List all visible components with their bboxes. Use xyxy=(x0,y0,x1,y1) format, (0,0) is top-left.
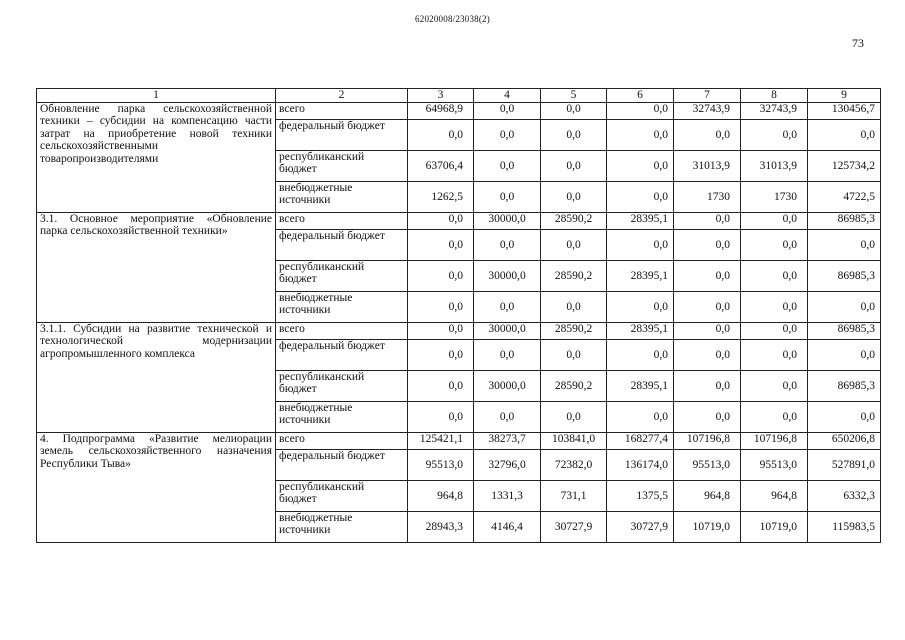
value-cell: 0,0 xyxy=(541,182,607,213)
value-cell: 0,0 xyxy=(607,182,674,213)
value-cell: 6332,3 xyxy=(808,481,881,512)
value-cell: 0,0 xyxy=(607,340,674,371)
value-cell: 0,0 xyxy=(408,371,474,402)
value-cell: 130456,7 xyxy=(808,103,881,120)
value-cell: 0,0 xyxy=(741,371,808,402)
value-cell: 30727,9 xyxy=(541,512,607,543)
column-number-header: 8 xyxy=(741,89,808,103)
funding-source-cell: всего xyxy=(276,103,408,120)
document-id: 62020008/23038(2) xyxy=(415,14,490,24)
value-cell: 0,0 xyxy=(474,230,541,261)
value-cell: 0,0 xyxy=(674,402,741,433)
value-cell: 0,0 xyxy=(674,323,741,340)
value-cell: 30000,0 xyxy=(474,371,541,402)
value-cell: 0,0 xyxy=(741,402,808,433)
value-cell: 86985,3 xyxy=(808,213,881,230)
value-cell: 4146,4 xyxy=(474,512,541,543)
value-cell: 731,1 xyxy=(541,481,607,512)
value-cell: 0,0 xyxy=(607,120,674,151)
value-cell: 0,0 xyxy=(741,230,808,261)
value-cell: 0,0 xyxy=(741,340,808,371)
funding-source-cell: всего xyxy=(276,323,408,340)
value-cell: 0,0 xyxy=(408,323,474,340)
value-cell: 1730 xyxy=(674,182,741,213)
value-cell: 0,0 xyxy=(674,120,741,151)
budget-table xyxy=(36,88,881,543)
value-cell: 30000,0 xyxy=(474,261,541,292)
value-cell: 0,0 xyxy=(474,292,541,323)
column-number-header: 3 xyxy=(408,89,474,103)
value-cell: 95513,0 xyxy=(674,450,741,481)
value-cell: 32796,0 xyxy=(474,450,541,481)
value-cell: 0,0 xyxy=(408,340,474,371)
table-row xyxy=(37,103,881,120)
table-row xyxy=(37,213,881,230)
column-number-header: 4 xyxy=(474,89,541,103)
value-cell: 28590,2 xyxy=(541,323,607,340)
value-cell: 38273,7 xyxy=(474,433,541,450)
table-row xyxy=(37,323,881,340)
value-cell: 168277,4 xyxy=(607,433,674,450)
value-cell: 86985,3 xyxy=(808,371,881,402)
value-cell: 527891,0 xyxy=(808,450,881,481)
funding-source-cell: всего xyxy=(276,433,408,450)
funding-source-cell: внебюджетные источники xyxy=(276,292,408,323)
column-number-header: 2 xyxy=(276,89,408,103)
column-number-header: 5 xyxy=(541,89,607,103)
program-name-cell: 3.1.1. Субсидии на развитие технической и технологической модернизации агропромышленного комплекса xyxy=(37,323,276,433)
value-cell: 0,0 xyxy=(808,120,881,151)
value-cell: 95513,0 xyxy=(408,450,474,481)
value-cell: 0,0 xyxy=(674,292,741,323)
funding-source-cell: внебюджетные источники xyxy=(276,512,408,543)
page-number: 73 xyxy=(852,36,864,50)
funding-source-cell: федеральный бюджет xyxy=(276,120,408,151)
value-cell: 0,0 xyxy=(541,402,607,433)
value-cell: 86985,3 xyxy=(808,323,881,340)
value-cell: 0,0 xyxy=(474,402,541,433)
value-cell: 0,0 xyxy=(474,103,541,120)
value-cell: 0,0 xyxy=(607,103,674,120)
value-cell: 32743,9 xyxy=(674,103,741,120)
value-cell: 0,0 xyxy=(474,182,541,213)
value-cell: 0,0 xyxy=(408,230,474,261)
funding-source-cell: всего xyxy=(276,213,408,230)
value-cell: 28590,2 xyxy=(541,213,607,230)
table-body xyxy=(37,103,881,543)
value-cell: 0,0 xyxy=(808,230,881,261)
value-cell: 28943,3 xyxy=(408,512,474,543)
value-cell: 86985,3 xyxy=(808,261,881,292)
value-cell: 107196,8 xyxy=(741,433,808,450)
funding-source-cell: федеральный бюджет xyxy=(276,450,408,481)
value-cell: 0,0 xyxy=(741,120,808,151)
value-cell: 125734,2 xyxy=(808,151,881,182)
value-cell: 0,0 xyxy=(541,120,607,151)
value-cell: 0,0 xyxy=(474,120,541,151)
value-cell: 0,0 xyxy=(674,261,741,292)
value-cell: 964,8 xyxy=(408,481,474,512)
column-number-header: 1 xyxy=(37,89,276,103)
value-cell: 0,0 xyxy=(808,292,881,323)
value-cell: 964,8 xyxy=(741,481,808,512)
value-cell: 28395,1 xyxy=(607,371,674,402)
value-cell: 0,0 xyxy=(607,230,674,261)
value-cell: 28395,1 xyxy=(607,213,674,230)
funding-source-cell: республиканский бюджет xyxy=(276,481,408,512)
value-cell: 31013,9 xyxy=(674,151,741,182)
funding-source-cell: республиканский бюджет xyxy=(276,261,408,292)
value-cell: 30727,9 xyxy=(607,512,674,543)
value-cell: 0,0 xyxy=(541,151,607,182)
value-cell: 136174,0 xyxy=(607,450,674,481)
value-cell: 4722,5 xyxy=(808,182,881,213)
value-cell: 0,0 xyxy=(674,213,741,230)
value-cell: 0,0 xyxy=(541,230,607,261)
value-cell: 0,0 xyxy=(808,402,881,433)
value-cell: 0,0 xyxy=(741,261,808,292)
value-cell: 28590,2 xyxy=(541,371,607,402)
column-number-header: 6 xyxy=(607,89,674,103)
program-name-cell: Обновление парка сельскохозяйственной техники – субсидии на компенсацию части затрат на приобретение новой техники сельскохозяйственными товаропроизводителями xyxy=(37,103,276,213)
value-cell: 30000,0 xyxy=(474,323,541,340)
value-cell: 107196,8 xyxy=(674,433,741,450)
column-number-row xyxy=(37,89,881,103)
value-cell: 0,0 xyxy=(541,103,607,120)
value-cell: 95513,0 xyxy=(741,450,808,481)
value-cell: 0,0 xyxy=(741,323,808,340)
value-cell: 650206,8 xyxy=(808,433,881,450)
value-cell: 0,0 xyxy=(474,340,541,371)
value-cell: 0,0 xyxy=(408,292,474,323)
funding-source-cell: федеральный бюджет xyxy=(276,340,408,371)
value-cell: 0,0 xyxy=(408,402,474,433)
table-row xyxy=(37,433,881,450)
value-cell: 30000,0 xyxy=(474,213,541,230)
value-cell: 964,8 xyxy=(674,481,741,512)
value-cell: 63706,4 xyxy=(408,151,474,182)
value-cell: 0,0 xyxy=(607,151,674,182)
column-number-header: 7 xyxy=(674,89,741,103)
value-cell: 32743,9 xyxy=(741,103,808,120)
value-cell: 0,0 xyxy=(541,292,607,323)
value-cell: 1262,5 xyxy=(408,182,474,213)
value-cell: 28590,2 xyxy=(541,261,607,292)
value-cell: 0,0 xyxy=(674,340,741,371)
funding-source-cell: федеральный бюджет xyxy=(276,230,408,261)
value-cell: 0,0 xyxy=(474,151,541,182)
value-cell: 10719,0 xyxy=(741,512,808,543)
value-cell: 0,0 xyxy=(741,213,808,230)
value-cell: 1331,3 xyxy=(474,481,541,512)
value-cell: 28395,1 xyxy=(607,323,674,340)
value-cell: 0,0 xyxy=(541,340,607,371)
funding-source-cell: внебюджетные источники xyxy=(276,402,408,433)
value-cell: 125421,1 xyxy=(408,433,474,450)
funding-source-cell: республиканский бюджет xyxy=(276,151,408,182)
value-cell: 10719,0 xyxy=(674,512,741,543)
value-cell: 31013,9 xyxy=(741,151,808,182)
program-name-cell: 3.1. Основное мероприятие «Обновление парка сельскохозяйственной техники» xyxy=(37,213,276,323)
funding-source-cell: внебюджетные источники xyxy=(276,182,408,213)
value-cell: 1730 xyxy=(741,182,808,213)
value-cell: 103841,0 xyxy=(541,433,607,450)
value-cell: 64968,9 xyxy=(408,103,474,120)
value-cell: 0,0 xyxy=(674,230,741,261)
value-cell: 0,0 xyxy=(808,340,881,371)
program-name-cell: 4. Подпрограмма «Развитие мелиорации земель сельскохозяйственного назначения Республики Тыва» xyxy=(37,433,276,543)
value-cell: 0,0 xyxy=(607,292,674,323)
value-cell: 28395,1 xyxy=(607,261,674,292)
value-cell: 0,0 xyxy=(741,292,808,323)
value-cell: 0,0 xyxy=(408,120,474,151)
value-cell: 1375,5 xyxy=(607,481,674,512)
funding-source-cell: республиканский бюджет xyxy=(276,371,408,402)
value-cell: 0,0 xyxy=(408,261,474,292)
value-cell: 0,0 xyxy=(607,402,674,433)
value-cell: 72382,0 xyxy=(541,450,607,481)
value-cell: 0,0 xyxy=(408,213,474,230)
column-number-header: 9 xyxy=(808,89,881,103)
value-cell: 0,0 xyxy=(674,371,741,402)
value-cell: 115983,5 xyxy=(808,512,881,543)
